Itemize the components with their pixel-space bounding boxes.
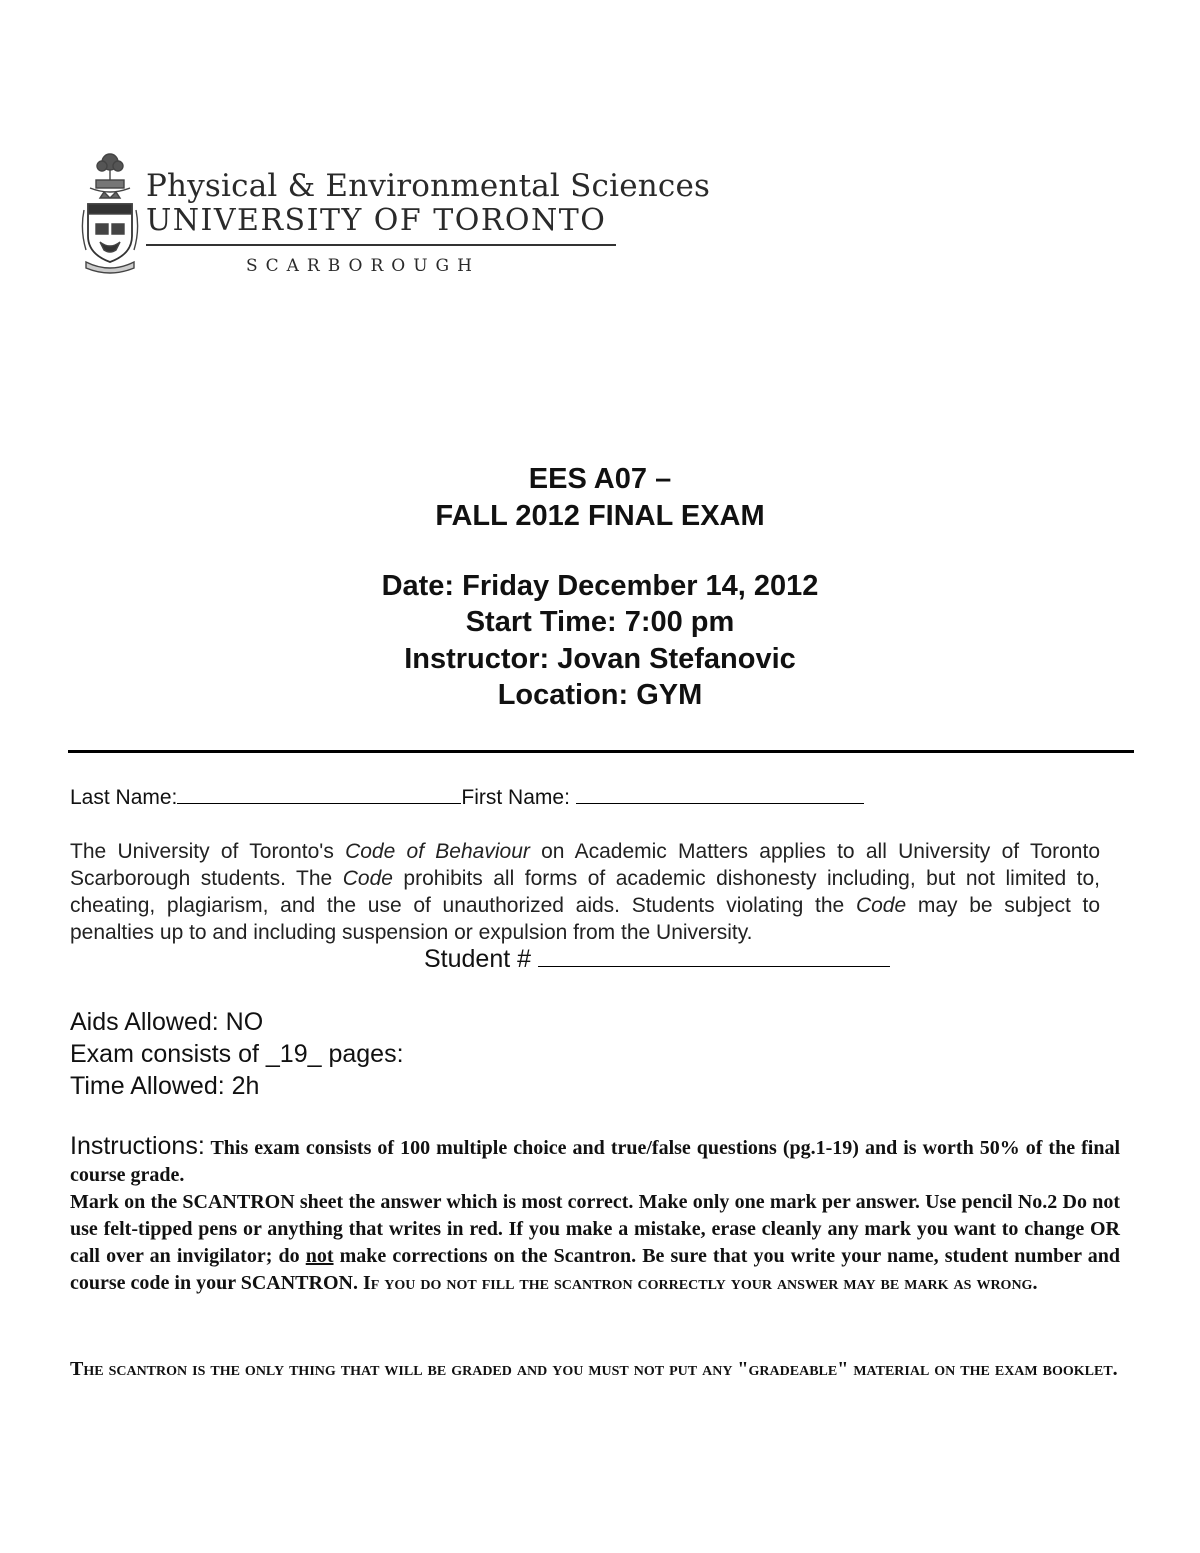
- code-text: may be subject to penalties up to and including suspension or expulsion from the University.: [70, 894, 1101, 944]
- page-count: Exam consists of _19_ pages:: [70, 1040, 404, 1068]
- code-text-emphasis: Code: [855, 894, 907, 917]
- code-text: on Academic Matters applies to all University of Toronto Scarborough students. The: [70, 840, 1100, 890]
- instructions-label: Instructions:: [70, 1132, 205, 1160]
- exam-title: FALL 2012 FINAL EXAM: [435, 500, 765, 532]
- exam-instructor: Instructor: Jovan Stefanovic: [404, 643, 796, 675]
- last-name-label: Last Name:: [70, 786, 178, 809]
- instructions-text: This exam consists of 100 multiple choice and true/false questions (pg.1-19) and is worth 50% of the final course grade.: [70, 1137, 1120, 1186]
- exam-date: Date: Friday December 14, 2012: [381, 570, 819, 602]
- code-text: The University of Toronto's: [70, 840, 346, 863]
- exam-location: Location: GYM: [497, 679, 703, 711]
- code-text-emphasis: Code of Behaviour: [345, 840, 530, 863]
- instructions-text: Mark on the SCANTRON sheet the answer which is most correct. Make only one mark per answer. Use pencil No.2 Do not use felt-tipped pens or anything that writes in red. If you make a mistake, erase cleanly any mark you want to change OR call over an invigilator; do: [70, 1191, 1120, 1267]
- name-fields: [70, 785, 864, 810]
- code-text: prohibits all forms of academic dishonesty including, but not limited to, cheating, plagiarism, and the use of unauthorized aids. Students violating the: [70, 867, 1100, 917]
- logo-divider: [146, 244, 616, 246]
- section-divider: [68, 750, 1134, 753]
- aids-allowed: Aids Allowed: NO: [70, 1008, 264, 1036]
- scantron-note: The scantron is the only thing that will be graded and you must not put any "gradeable" material on the exam booklet.: [70, 1358, 1118, 1380]
- first-name-field[interactable]: [576, 785, 864, 804]
- logo-department: Physical & Environmental Sciences: [146, 168, 711, 204]
- student-number-field[interactable]: [538, 948, 890, 967]
- exam-start-time: Start Time: 7:00 pm: [465, 606, 735, 638]
- instructions-emphasis: not: [305, 1245, 334, 1267]
- logo-campus: SCARBOROUGH: [246, 256, 480, 276]
- first-name-label: First Name:: [461, 786, 570, 809]
- code-of-behaviour-paragraph: [70, 838, 1100, 946]
- student-number-label: Student #: [424, 945, 532, 973]
- instructions-paragraph: [70, 1133, 1120, 1297]
- university-crest-icon: [80, 150, 140, 275]
- logo-university: UNIVERSITY OF TORONTO: [146, 203, 607, 238]
- course-code: EES A07 –: [528, 463, 672, 495]
- instructions-warning: If you do not fill the scantron correctly your answer may be mark as wrong.: [362, 1272, 1038, 1294]
- student-number-row: [424, 945, 890, 974]
- instructions-text: make corrections on the Scantron. Be sure that you write your name, student number and course code in your SCANTRON.: [70, 1245, 1120, 1294]
- time-allowed: Time Allowed: 2h: [70, 1072, 260, 1100]
- last-name-field[interactable]: [177, 785, 461, 804]
- code-text-emphasis: Code: [342, 867, 393, 890]
